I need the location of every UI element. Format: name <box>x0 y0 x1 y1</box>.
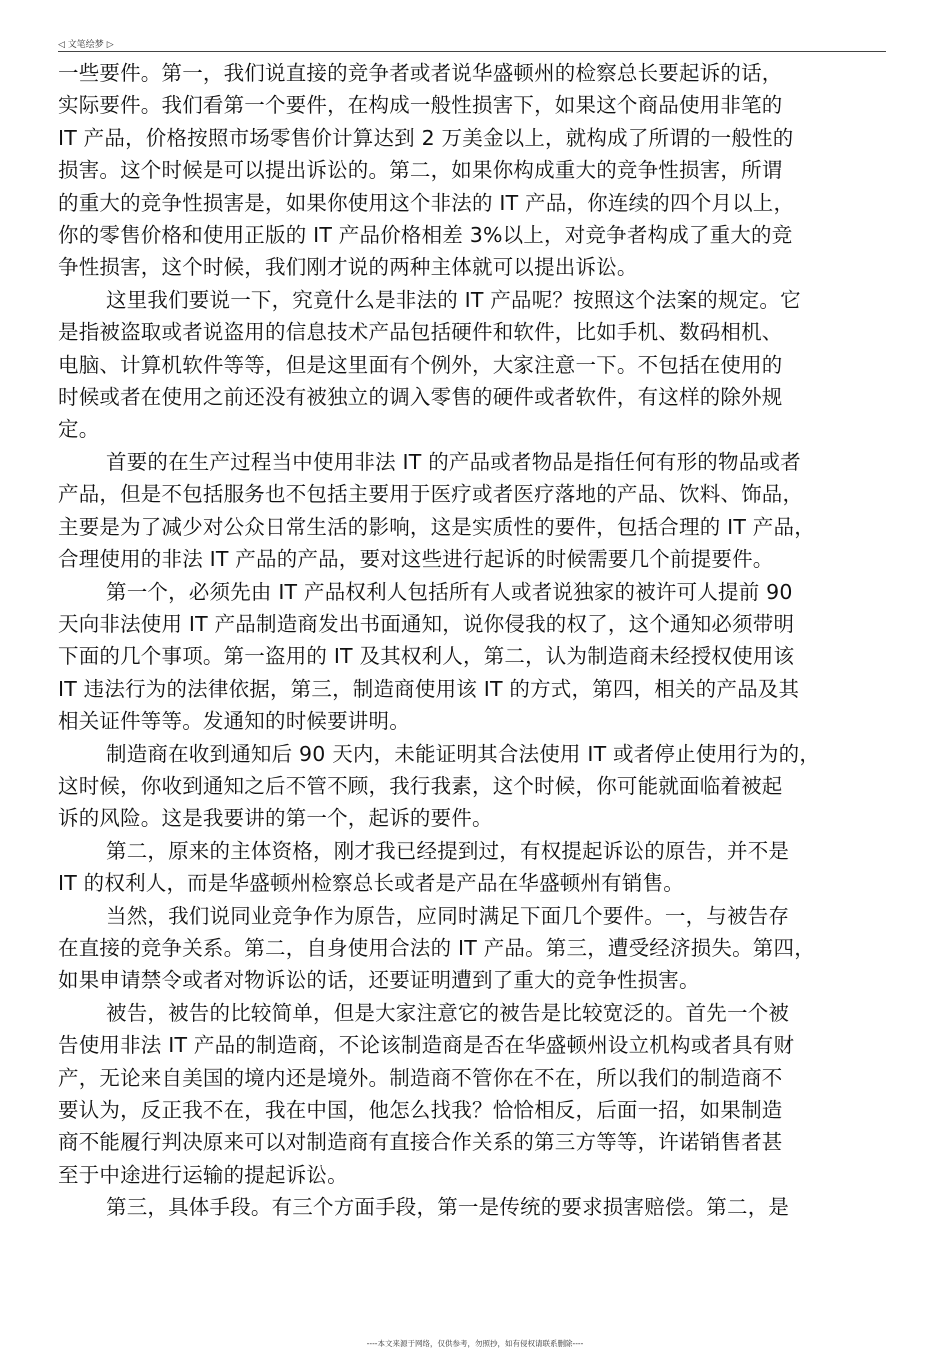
text-line: 这时候，你收到通知之后不管不顾，我行我素，这个时候，你可能就面临着被起 <box>58 773 783 798</box>
header-divider <box>58 51 886 52</box>
text-line: 下面的几个事项。第一盗用的 IT 及其权利人，第二，认为制造商未经授权使用该 <box>58 644 795 669</box>
text-line: 被告，被告的比较简单，但是大家注意它的被告是比较宽泛的。首先一个被 <box>106 1000 790 1025</box>
text-line: 定。 <box>58 417 100 442</box>
text-line: 当然，我们说同业竞争作为原告，应同时满足下面几个要件。一，与被告存 <box>106 903 790 928</box>
text-line: 实际要件。我们看第一个要件，在构成一般性损害下，如果这个商品使用非笔的 <box>58 93 783 118</box>
text-line: 首要的在生产过程当中使用非法 IT 的产品或者物品是指任何有形的物品或者 <box>106 449 801 474</box>
text-line: 这里我们要说一下，究竟什么是非法的 IT 产品呢？按照这个法案的规定。它 <box>106 287 801 312</box>
text-line: 告使用非法 IT 产品的制造商，不论该制造商是否在华盛顿州设立机构或者具有财 <box>58 1033 795 1058</box>
text-line: 争性损害，这个时候，我们刚才说的两种主体就可以提出诉讼。 <box>58 255 638 280</box>
text-line: 至于中途进行运输的提起诉讼。 <box>58 1162 348 1187</box>
page-header <box>58 38 886 52</box>
text-line: 诉的风险。这是我要讲的第一个，起诉的要件。 <box>58 806 493 831</box>
right-arrow-icon: ▷ <box>106 40 114 50</box>
text-line: 的重大的竞争性损害是，如果你使用这个非法的 IT 产品，你连续的四个月以上， <box>58 190 795 215</box>
text-line: 主要是为了减少对公众日常生活的影响，这是实质性的要件，包括合理的 IT 产品， <box>58 514 815 539</box>
header-title: 文笔绘梦 <box>67 40 104 50</box>
text-line: 你的零售价格和使用正版的 IT 产品价格相差 3%以上，对竞争者构成了重大的竞 <box>58 223 793 248</box>
left-arrow-icon: ◁ <box>58 40 65 50</box>
text-line: 产，无论来自美国的境内还是境外。制造商不管你在不在，所以我们的制造商不 <box>58 1065 783 1090</box>
document-body <box>58 57 888 1224</box>
text-line: 是指被盗取或者说盗用的信息技术产品包括硬件和软件，比如手机、数码相机、 <box>58 320 783 345</box>
text-line: 第二，原来的主体资格，刚才我已经提到过，有权提起诉讼的原告，并不是 <box>106 838 790 863</box>
text-line: 合理使用的非法 IT 产品的产品，要对这些进行起诉的时候需要几个前提要件。 <box>58 547 774 572</box>
text-line: 制造商在收到通知后 90 天内，未能证明其合法使用 IT 或者停止使用行为的， <box>106 741 821 766</box>
text-line: 如果申请禁令或者对物诉讼的话，还要证明遭到了重大的竞争性损害。 <box>58 968 700 993</box>
text-line: 第一个，必须先由 IT 产品权利人包括所有人或者说独家的被许可人提前 90 <box>106 579 793 604</box>
text-line: 时候或者在使用之前还没有被独立的调入零售的硬件或者软件，有这样的除外规 <box>58 385 783 410</box>
text-line: 相关证件等等。发通知的时候要讲明。 <box>58 709 410 734</box>
text-line: 商不能履行判决原来可以对制造商有直接合作关系的第三方等等，许诺销售者甚 <box>58 1130 783 1155</box>
text-line: IT 的权利人，而是华盛顿州检察总长或者是产品在华盛顿州有销售。 <box>58 871 684 896</box>
text-line: 在直接的竞争关系。第二，自身使用合法的 IT 产品。第三，遭受经济损失。第四， <box>58 935 815 960</box>
text-line: IT 违法行为的法律依据，第三，制造商使用该 IT 的方式，第四，相关的产品及其 <box>58 676 800 701</box>
text-line: 第三，具体手段。有三个方面手段，第一是传统的要求损害赔偿。第二，是 <box>106 1195 790 1220</box>
text-line: IT 产品，价格按照市场零售价计算达到 2 万美金以上，就构成了所谓的一般性的 <box>58 125 794 150</box>
text-line: 要认为，反正我不在，我在中国，他怎么找我？恰恰相反，后面一招，如果制造 <box>58 1098 783 1122</box>
text-line: 天向非法使用 IT 产品制造商发出书面通知，说你侵我的权了，这个通知必须带明 <box>58 611 795 636</box>
text-line: 产品，但是不包括服务也不包括主要用于医疗或者医疗落地的产品、饮料、饰品， <box>58 482 804 507</box>
text-line: 一些要件。第一，我们说直接的竞争者或者说华盛顿州的检察总长要起诉的话， <box>58 61 783 85</box>
text-line: 损害。这个时候是可以提出诉讼的。第二，如果你构成重大的竞争性损害，所谓 <box>58 158 783 183</box>
page-footer: ----本文来源于网络，仅供参考，勿照抄，如有侵权请联系删除---- <box>366 1339 584 1348</box>
text-line: 电脑、计算机软件等等，但是这里面有个例外，大家注意一下。不包括在使用的 <box>58 352 783 377</box>
